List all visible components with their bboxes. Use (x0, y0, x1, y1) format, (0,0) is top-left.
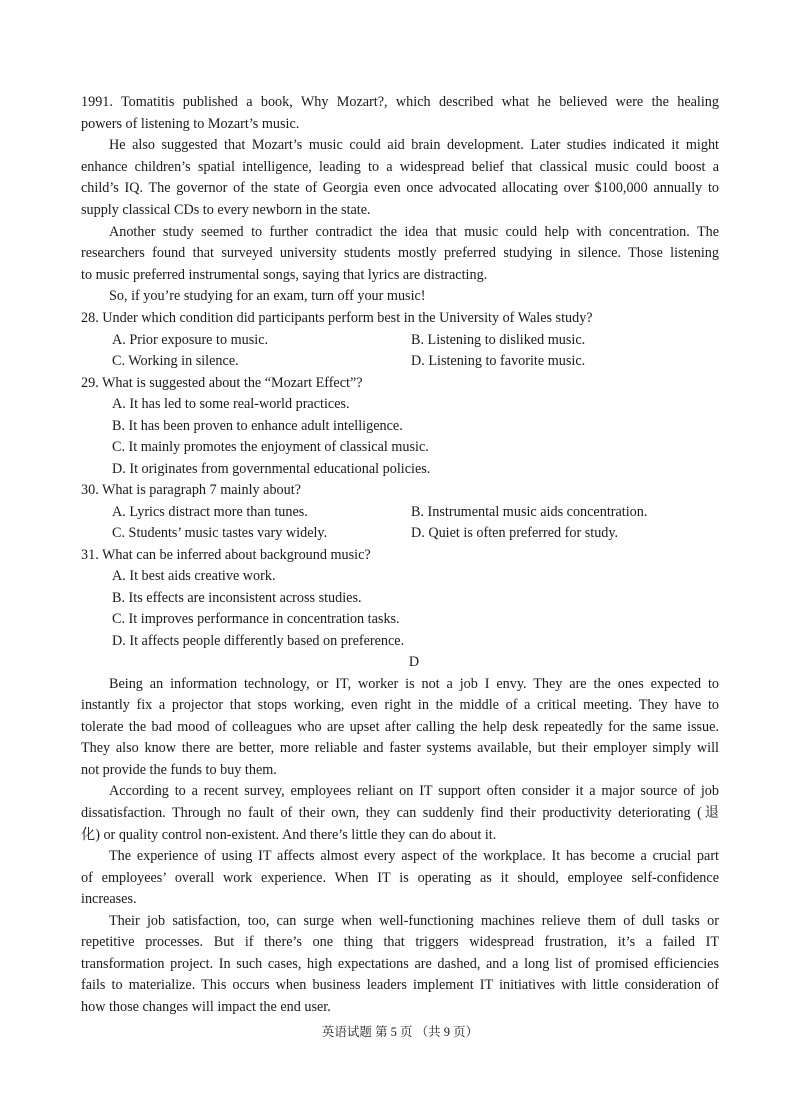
passage-d-line: not provide the funds to buy them. (81, 762, 277, 778)
question-29-stem: 29. What is suggested about the “Mozart Effect”? (81, 375, 363, 391)
passage-d-line: fails to materialize. This occurs when business leaders implement IT initiatives with little consideration of (81, 977, 719, 993)
question-31-stem: 31. What can be inferred about background music? (81, 547, 371, 563)
passage-line: So, if you’re studying for an exam, turn off your music! (109, 288, 426, 304)
question-28-option-c: C. Working in silence. (112, 353, 239, 369)
section-d-label: D (408, 654, 420, 670)
passage-d-line: They also know there are better, more reliable and faster systems available, but their employer simply will (81, 740, 719, 756)
question-31-option-a: A. It best aids creative work. (112, 568, 276, 584)
question-29-option-a: A. It has led to some real-world practices. (112, 396, 350, 412)
passage-d-line: transformation project. In such cases, high expectations are dashed, and a long list of promised efficiencies (81, 956, 719, 972)
passage-line: powers of listening to Mozart’s music. (81, 116, 300, 132)
question-29-option-d: D. It originates from governmental educational policies. (112, 461, 431, 477)
question-29-option-c: C. It mainly promotes the enjoyment of classical music. (112, 439, 429, 455)
passage-d-line: 化) or quality control non-existent. And there’s little they can do about it. (81, 827, 497, 843)
passage-line: supply classical CDs to every newborn in the state. (81, 202, 371, 218)
question-30-stem: 30. What is paragraph 7 mainly about? (81, 482, 301, 498)
question-30-option-d: D. Quiet is often preferred for study. (411, 525, 619, 541)
passage-d-line: According to a recent survey, employees reliant on IT support often consider it a major source of job (109, 783, 719, 799)
question-28-option-a: A. Prior exposure to music. (112, 332, 269, 348)
question-31-option-c: C. It improves performance in concentration tasks. (112, 611, 400, 627)
passage-d-line: dissatisfaction. Through no fault of their own, they can suddenly find their productivity deteriorating (退 (81, 805, 719, 821)
passage-d-line: Being an information technology, or IT, worker is not a job I envy. They are the ones expected to (109, 676, 719, 692)
question-30-option-b: B. Instrumental music aids concentration. (411, 504, 648, 520)
passage-line: to music preferred instrumental songs, saying that lyrics are distracting. (81, 267, 488, 283)
passage-line: researchers found that surveyed university students mostly preferred studying in silence. Those listening (81, 245, 719, 261)
question-29-option-b: B. It has been proven to enhance adult intelligence. (112, 418, 403, 434)
passage-line: enhance children’s spatial intelligence, leading to a widespread belief that classical music could boost a (81, 159, 719, 175)
question-28-option-b: B. Listening to disliked music. (411, 332, 586, 348)
question-31-option-d: D. It affects people differently based on preference. (112, 633, 405, 649)
question-30-option-c: C. Students’ music tastes vary widely. (112, 525, 328, 541)
question-28-option-d: D. Listening to favorite music. (411, 353, 586, 369)
passage-d-line: increases. (81, 891, 137, 907)
passage-d-line: tolerate the bad mood of colleagues who are upset after calling the help desk repeatedly for the same issue. (81, 719, 719, 735)
question-30-option-a: A. Lyrics distract more than tunes. (112, 504, 308, 520)
page-footer: 英语试题 第 5 页 （共 9 页） (321, 1025, 479, 1039)
question-31-option-b: B. Its effects are inconsistent across studies. (112, 590, 362, 606)
question-28-stem: 28. Under which condition did participants perform best in the University of Wales study? (81, 310, 593, 326)
passage-d-line: The experience of using IT affects almost every aspect of the workplace. It has become a crucial part (109, 848, 719, 864)
passage-d-line: Their job satisfaction, too, can surge when well-functioning machines relieve them of dull tasks or (109, 913, 719, 929)
passage-line: child’s IQ. The governor of the state of Georgia even once advocated allocating over $100,000 annually to (81, 180, 719, 196)
passage-d-line: instantly fix a projector that stops working, even right in the middle of a critical meeting. They have to (81, 697, 719, 713)
passage-d-line: how those changes will impact the end user. (81, 999, 331, 1015)
passage-d-line: of employees’ overall work experience. When IT is operating as it should, employee self-confidence (81, 870, 719, 886)
passage-line: He also suggested that Mozart’s music could aid brain development. Later studies indicated it might (109, 137, 719, 153)
passage-d-line: repetitive processes. But if there’s one thing that triggers widespread frustration, it’s a failed IT (81, 934, 719, 950)
passage-line: 1991. Tomatitis published a book, Why Mozart?, which described what he believed were the healing (81, 94, 719, 110)
passage-line: Another study seemed to further contradict the idea that music could help with concentration. The (109, 224, 719, 240)
